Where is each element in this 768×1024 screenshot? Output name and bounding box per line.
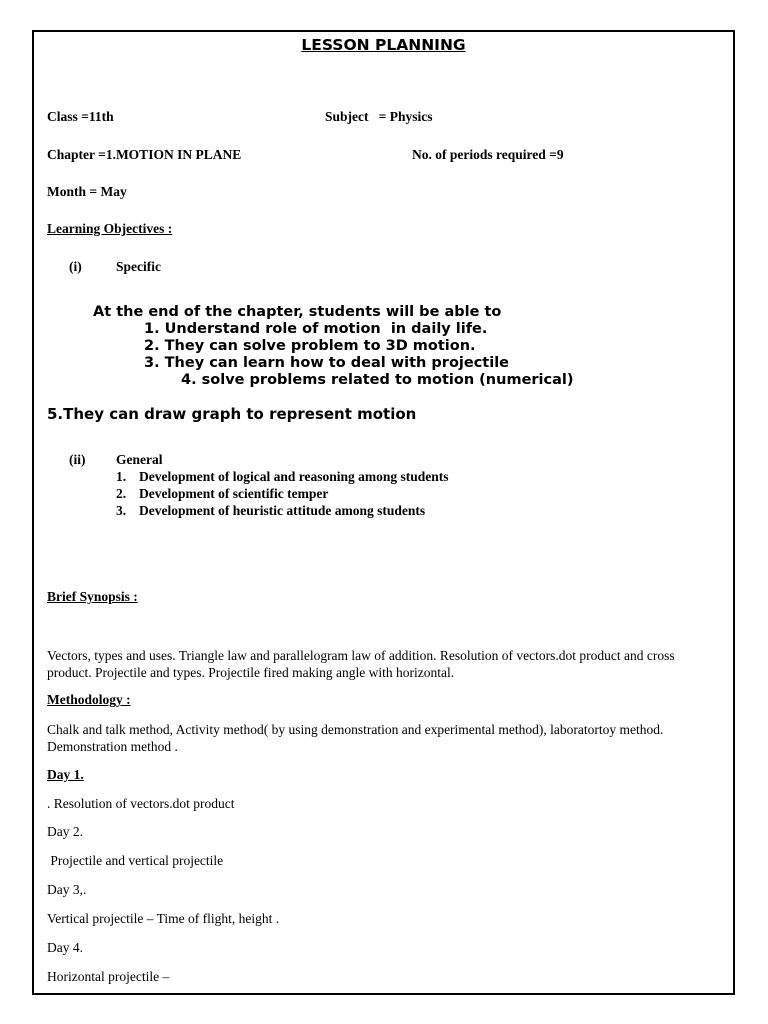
- general-item-marker-3: 3.: [116, 503, 127, 518]
- day-3-label: Day 3,.: [47, 882, 87, 897]
- objective-item-4: 4. solve problems related to motion (numerical): [181, 372, 574, 388]
- general-item-3: Development of heuristic attitude among students: [139, 503, 426, 518]
- methodology-text: Chalk and talk method, Activity method( by using demonstration and experimental method), laboratortoy method. Demonstration method .: [47, 722, 664, 754]
- objective-item-3: 3. They can learn how to deal with projectile: [144, 355, 510, 371]
- general-item-1: Development of logical and reasoning among students: [139, 469, 449, 484]
- objectives-intro: At the end of the chapter, students will be able to: [93, 304, 502, 320]
- chapter-field: Chapter =1.MOTION IN PLANE: [47, 147, 242, 162]
- day-4-label: Day 4.: [47, 940, 83, 955]
- general-item-marker-1: 1.: [116, 469, 127, 484]
- specific-number: (i): [69, 259, 82, 274]
- objective-item-5: 5.They can draw graph to represent motion: [47, 405, 417, 423]
- class-field: Class =11th: [47, 109, 114, 124]
- general-item-marker-2: 2.: [116, 486, 127, 501]
- day-2-label: Day 2.: [47, 824, 83, 839]
- day-4-content: Horizontal projectile –: [47, 969, 170, 984]
- lesson-plan-page: [32, 30, 735, 995]
- general-label: General: [116, 452, 163, 467]
- general-number: (ii): [69, 452, 86, 467]
- synopsis-text: Vectors, types and uses. Triangle law and parallelogram law of addition. Resolution of vectors.dot product and cross product. Projectile and types. Projectile fired making angle with horizontal.: [47, 648, 675, 680]
- specific-label: Specific: [116, 259, 161, 274]
- day-2-content: Projectile and vertical projectile: [47, 853, 224, 868]
- objective-item-2: 2. They can solve problem to 3D motion.: [144, 338, 476, 354]
- periods-field: No. of periods required =9: [412, 147, 564, 162]
- page-title: LESSON PLANNING: [301, 36, 466, 54]
- objective-item-1: 1. Understand role of motion in daily life.: [144, 321, 488, 337]
- general-item-2: Development of scientific temper: [139, 486, 329, 501]
- learning-objectives-heading: Learning Objectives :: [47, 221, 173, 236]
- subject-field: Subject = Physics: [325, 109, 433, 124]
- day-1-label: Day 1.: [47, 767, 84, 782]
- methodology-heading: Methodology :: [47, 692, 131, 707]
- synopsis-heading: Brief Synopsis :: [47, 589, 138, 604]
- month-field: Month = May: [47, 184, 127, 199]
- day-1-content: . Resolution of vectors.dot product: [47, 796, 235, 811]
- day-3-content: Vertical projectile – Time of flight, height .: [47, 911, 280, 926]
